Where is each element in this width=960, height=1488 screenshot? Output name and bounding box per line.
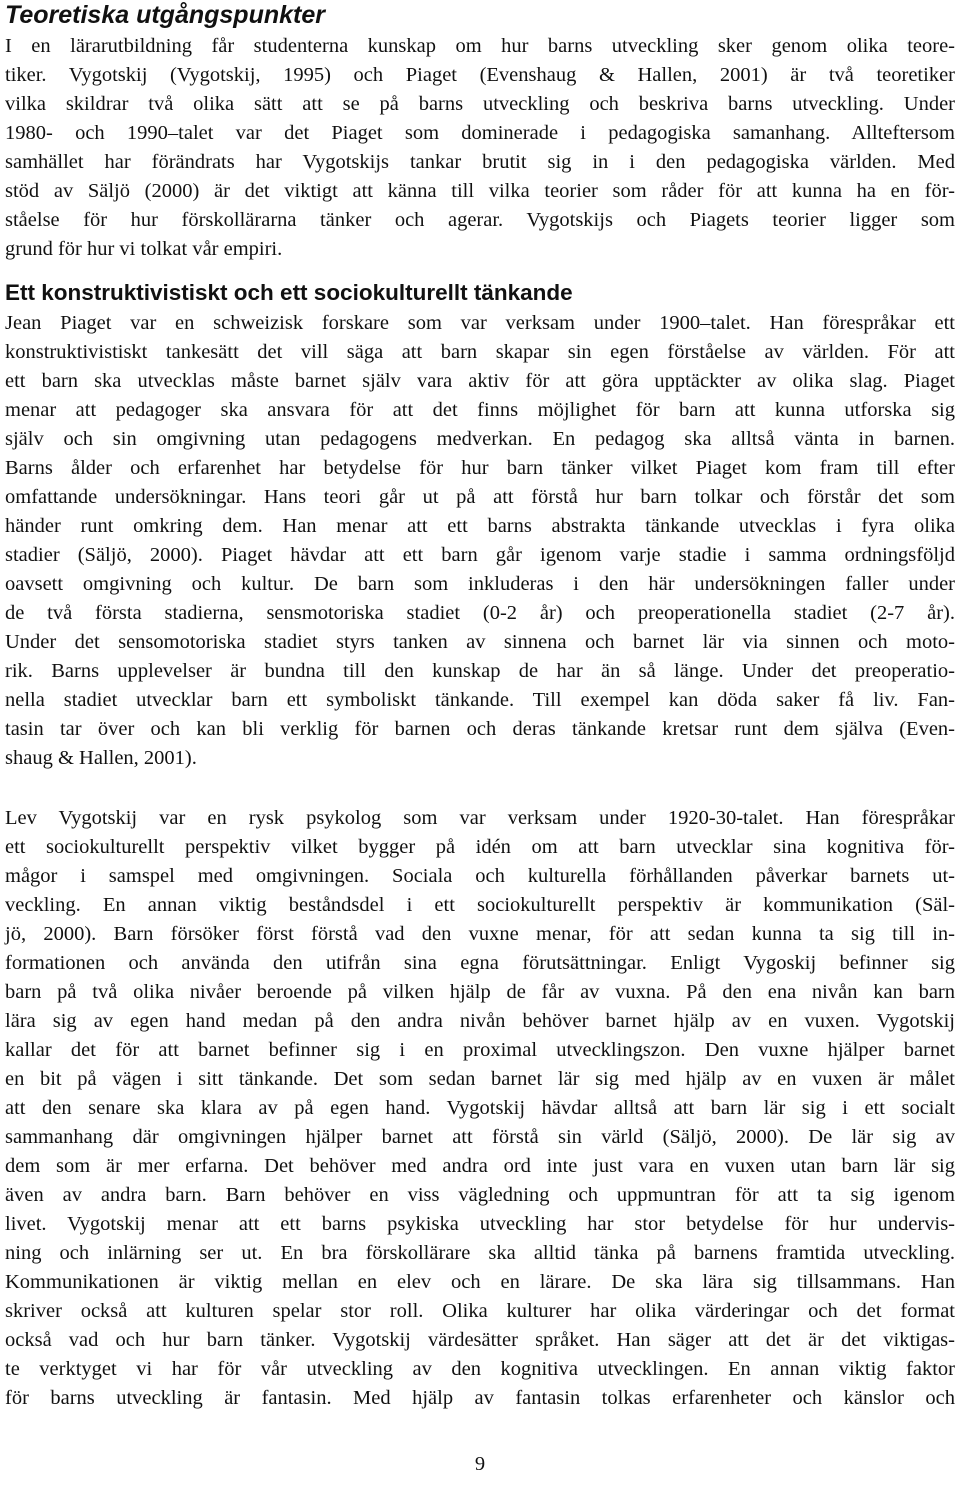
text-line: tiker. Vygotskij (Vygotskij, 1995) och Piaget (Evenshaug & Hallen, 2001) är två teoretiker xyxy=(5,64,955,86)
text-line: nella stadiet utvecklar barn ett symboliskt tänkande. Till exempel kan döda saker få liv. Fan- xyxy=(5,689,955,711)
piaget-paragraph xyxy=(5,309,955,773)
text-line: själv och sin omgivning utan pedagogens medverkan. En pedagog ska alltså vänta in barnen. xyxy=(5,428,955,450)
vygotskij-paragraph xyxy=(5,804,955,1413)
text-line: också vad och hur barn tänker. Vygotskij värdesätter språket. Han säger att det är det viktigas- xyxy=(5,1329,955,1351)
text-line: kallar det för att barnet befinner sig i en proximal utvecklingszon. Den vuxne hjälper barnet xyxy=(5,1039,955,1061)
text-line: skriver också att kulturen spelar stor roll. Olika kulturer har olika värderingar och det format xyxy=(5,1300,955,1322)
text-line: ett sociokulturellt perspektiv vilket bygger på idén om att barn utvecklar sina kognitiva för- xyxy=(5,836,955,858)
text-line: för barns utveckling är fantasin. Med hjälp av fantasin tolkas erfarenheter och känslor och xyxy=(5,1387,955,1409)
text-line: menar att pedagoger ska ansvara för att det finns möjlighet för barn att kunna utforska sig xyxy=(5,399,955,421)
text-line: Jean Piaget var en schweizisk forskare som var verksam under 1900–talet. Han förespråkar ett xyxy=(5,312,955,334)
document-page xyxy=(5,0,955,1413)
text-line: sammanhang där omgivningen hjälper barnet att förstå sin värld (Säljö, 2000). De lär sig av xyxy=(5,1126,955,1148)
text-line: Lev Vygotskij var en rysk psykolog som var verksam under 1920-30-talet. Han förespråkar xyxy=(5,807,955,829)
text-line: de två första stadierna, sensmotoriska stadiet (0-2 år) och preoperationella stadiet (2-7 år). xyxy=(5,602,955,624)
text-line: samhället har förändrats har Vygotskijs tankar brutit sig in i den pedagogiska världen. Med xyxy=(5,151,955,173)
text-line: stöd av Säljö (2000) är det viktigt att känna till vilka teorier som råder för att kunna ha en för- xyxy=(5,180,955,202)
text-line: vilka skildrar två olika sätt att se på barns utveckling och beskriva barns utveckling. Under xyxy=(5,93,955,115)
text-line: händer runt omkring dem. Han menar att ett barns abstrakta tänkande utvecklas i fyra olika xyxy=(5,515,955,537)
page-number: 9 xyxy=(474,1453,486,1475)
text-line: oavsett omgivning och kultur. De barn som inkluderas i den här undersökningen faller under xyxy=(5,573,955,595)
text-line: formationen och använda den utifrån sina egna förutsättningar. Enligt Vygoskij befinner sig xyxy=(5,952,955,974)
text-line: jö, 2000). Barn försöker först förstå vad den vuxne menar, för att sedan kunna ta sig till in- xyxy=(5,923,955,945)
text-line: livet. Vygotskij menar att ett barns psykiska utveckling har stor betydelse för hur undervis- xyxy=(5,1213,955,1235)
text-line: te verktyget vi har för vår utveckling av den kognitiva utvecklingen. En annan viktig faktor xyxy=(5,1358,955,1380)
text-line: omfattande undersökningar. Hans teori går ut på att förstå hur barn tolkar och förstår det som xyxy=(5,486,955,508)
text-line: grund för hur vi tolkat vår empiri. xyxy=(5,238,283,260)
text-line: lära sig av egen hand medan på den andra nivån behöver barnet hjälp av en vuxen. Vygotskij xyxy=(5,1010,955,1032)
text-line: en bit på vägen i sitt tänkande. Det som sedan barnet lär sig med hjälp av en vuxen är målet xyxy=(5,1068,955,1090)
text-line: mågor i samspel med omgivningen. Sociala och kulturella förhållanden påverkar barnets ut- xyxy=(5,865,955,887)
text-line: Under det sensomotoriska stadiet styrs tanken av sinnena och barnet lär via sinnen och moto- xyxy=(5,631,955,653)
text-line: ning och inlärning ser ut. En bra förskollärare ska alltid tänka på barnens framtida utveckling. xyxy=(5,1242,955,1264)
text-line: konstruktivistiskt tankesätt det vill säga att barn skapar sin egen förståelse av världen. För att xyxy=(5,341,955,363)
text-line: Kommunikationen är viktig mellan en elev och en lärare. De ska lära sig tillsammans. Han xyxy=(5,1271,955,1293)
text-line: ett barn ska utvecklas måste barnet själv vara aktiv för att göra upptäckter av olika slag. Piaget xyxy=(5,370,955,392)
text-line: shaug & Hallen, 2001). xyxy=(5,747,197,769)
text-line: dem som är mer erfarna. Det behöver med andra ord inte just vara en vuxen utan barn lär sig xyxy=(5,1155,955,1177)
text-line: I en lärarutbildning får studenterna kunskap om hur barns utveckling sker genom olika teore- xyxy=(5,35,955,57)
text-line: barn på två olika nivåer beroende på vilken hjälp de får av vuxna. På den ena nivån kan barn xyxy=(5,981,955,1003)
text-line: tasin tar över och kan bli verklig för barnen och deras tänkande kretsar runt dem själva (Even- xyxy=(5,718,955,740)
text-line: att den senare ska klara av på egen hand. Vygotskij hävdar alltså att barn lär sig i ett socialt xyxy=(5,1097,955,1119)
text-line: rik. Barns upplevelser är bundna till den kunskap de har än så länge. Under det preoperatio- xyxy=(5,660,955,682)
paragraph-spacer xyxy=(5,773,955,804)
text-line: stadier (Säljö, 2000). Piaget hävdar att ett barn går igenom varje stadie i samma ordningsföljd xyxy=(5,544,955,566)
text-line: Barns ålder och erfarenhet har betydelse för hur barn tänker vilket Piaget kom fram till efter xyxy=(5,457,955,479)
text-line: veckling. En annan viktig beståndsdel i ett sociokulturellt perspektiv är kommunikation (Säl- xyxy=(5,894,955,916)
subsection-heading-constructivist-sociocultural: Ett konstruktivistiskt och ett sociokulturellt tänkande xyxy=(5,280,573,305)
intro-paragraph xyxy=(5,32,955,264)
text-line: ståelse för hur förskollärarna tänker och agerar. Vygotskijs och Piagets teorier ligger som xyxy=(5,209,955,231)
text-line: 1980- och 1990–talet var det Piaget som dominerade i pedagogiska samanhang. Allteftersom xyxy=(5,122,955,144)
section-heading-theory: Teoretiska utgångspunkter xyxy=(5,1,325,29)
text-line: även av andra barn. Barn behöver en viss vägledning och uppmuntran för att ta sig igenom xyxy=(5,1184,955,1206)
